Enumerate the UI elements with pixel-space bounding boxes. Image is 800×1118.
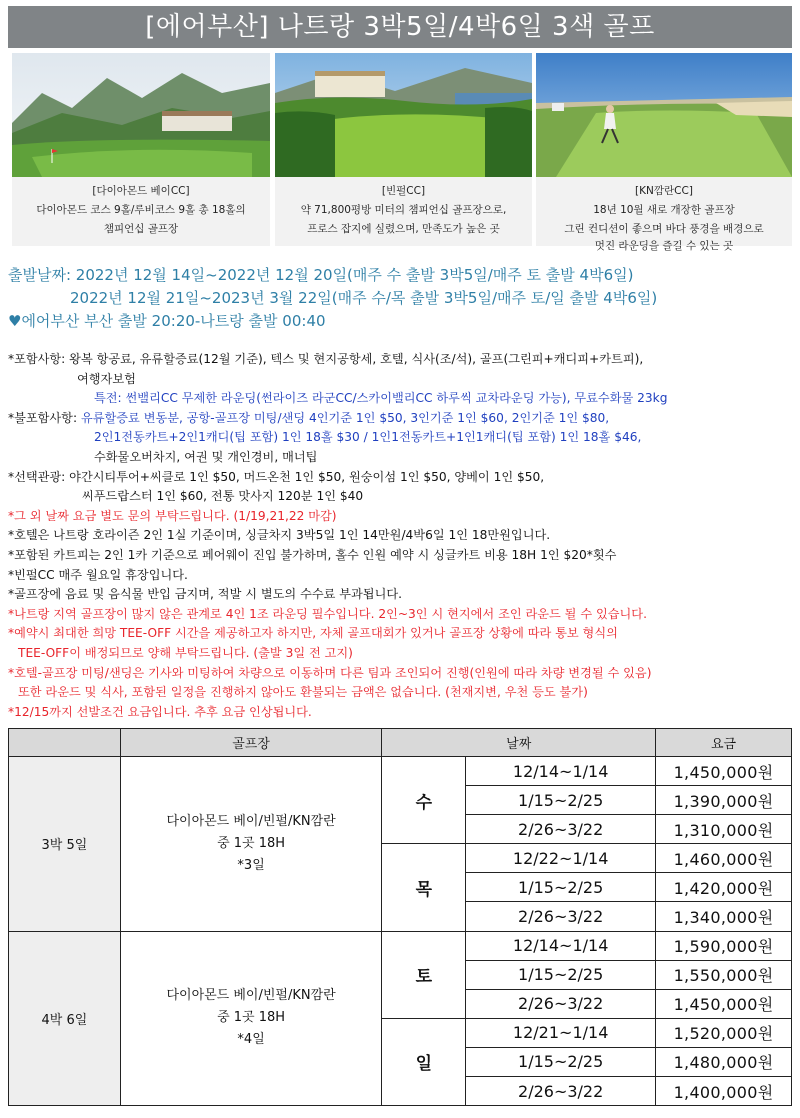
other-dates-note: *그 외 날짜 요금 별도 문의 부탁드립니다. (1/19,21,22 마감) — [8, 508, 337, 523]
table-row — [9, 757, 792, 786]
include-line-2: 여행자보험 — [77, 371, 136, 386]
date-cell: 12/21~1/14 — [466, 1018, 656, 1047]
date-cell: 2/26~3/22 — [466, 815, 656, 844]
teeoff-note-2: TEE-OFF이 배정되므로 양해 부탁드립니다. (출발 3일 전 고지) — [18, 645, 353, 660]
date-cell: 12/14~1/14 — [466, 931, 656, 960]
option-line-2: 씨푸드랍스터 1인 $60, 전통 맛사지 120분 1인 $40 — [82, 489, 364, 504]
date-cell: 2/26~3/22 — [466, 989, 656, 1018]
date-cell: 1/15~2/25 — [466, 960, 656, 989]
departure-line-2: 2022년 12월 21일~2023년 3월 22일(매주 수/목 출발 3박5일/매주 토/일 출발 4박6일) — [70, 289, 658, 307]
meeting-note-1: *호텔-골프장 미팅/샌딩은 기사와 미팅하여 차량으로 이동하며 다른 팀과 조인되어 진행(인원에 따라 차량 변경될 수 있음) — [8, 665, 652, 680]
price-cell: 1,480,000원 — [656, 1047, 792, 1076]
day-cell: 일 — [382, 1018, 466, 1105]
header-date: 날짜 — [382, 729, 656, 757]
course-desc: 그린 컨디션이 좋으며 바다 풍경을 배경으로 — [564, 223, 764, 235]
header-price: 요금 — [656, 729, 792, 757]
course-cell — [120, 757, 382, 932]
course-cell — [120, 931, 382, 1106]
date-cell: 12/14~1/14 — [466, 757, 656, 786]
date-cell: 12/22~1/14 — [466, 844, 656, 873]
table-header-row — [9, 729, 792, 757]
price-cell: 1,450,000원 — [656, 989, 792, 1018]
exclude-line-2: 2인1전동카트+2인1캐디(팁 포함) 1인 18홀 $30 / 1인1전동카트+1인1캐디(팁 포함) 1인 18홀 $46, — [94, 430, 642, 445]
flight-info: ♥에어부산 부산 출발 20:20-나트랑 출발 00:40 — [8, 312, 326, 330]
price-cell: 1,400,000원 — [656, 1077, 792, 1106]
departure-line-1: 출발날짜: 2022년 12월 14일~2022년 12월 20일(매주 수 출발 3박5일/매주 토 출발 4박6일) — [8, 266, 634, 284]
hotel-note: *호텔은 나트랑 호라이즌 2인 1실 기준이며, 싱글차지 3박5일 1인 14만원/4박6일 1인 18만원입니다. — [8, 528, 551, 543]
exclude-line-1 — [8, 409, 798, 429]
group-note: *나트랑 지역 골프장이 많지 않은 관계로 4인 1조 라운딩 필수입니다. 2인~3인 시 현지에서 조인 라운드 될 수 있습니다. — [8, 606, 647, 621]
course-line: 중 1곳 18H — [217, 1010, 286, 1026]
price-cell: 1,390,000원 — [656, 786, 792, 815]
include-line-1: *포함사항: 왕복 항공료, 유류할증료(12월 기준), 텍스 및 현지공항세, 호텔, 식사(조/석), 골프(그린피+캐디피+카트피), — [8, 352, 644, 366]
kn-camranh-caption — [536, 177, 792, 252]
vinpearl-caption — [275, 177, 532, 246]
period-cell: 3박 5일 — [9, 757, 121, 932]
vinpearl-note: *빈펄CC 매주 월요일 휴장입니다. — [8, 567, 188, 582]
early-booking-note: *12/15까지 선발조건 요금입니다. 추후 요금 인상됩니다. — [8, 704, 312, 719]
date-cell: 1/15~2/25 — [466, 873, 656, 902]
day-cell: 목 — [382, 844, 466, 931]
notes-section — [8, 350, 798, 722]
course-line: 중 1곳 18H — [217, 835, 286, 851]
option-line-1: *선택관광: 야간시티투어+씨클로 1인 $50, 머드온천 1인 $50, 원숭이섬 1인 $50, 양베이 1인 $50, — [8, 469, 545, 484]
price-cell: 1,550,000원 — [656, 960, 792, 989]
price-table — [8, 728, 792, 1106]
price-cell: 1,460,000원 — [656, 844, 792, 873]
date-cell: 1/15~2/25 — [466, 1047, 656, 1076]
cart-note: *포함된 카트피는 2인 1카 기준으로 페어웨이 진입 불가하며, 홀수 인원 예약 시 싱글카트 비용 18H 1인 $20*횟수 — [8, 547, 617, 562]
header-course: 골프장 — [120, 729, 382, 757]
course-line: *3일 — [237, 857, 265, 873]
kn-camranh-photo — [536, 53, 792, 177]
course-desc: 18년 10월 새로 개장한 골프장 — [593, 204, 735, 216]
course-desc: 약 71,800평방 미터의 챔피언십 골프장으로, — [300, 204, 507, 216]
special-benefit: 특전: 썬밸리CC 무제한 라운딩(썬라이즈 라군CC/스카이밸리CC 하루씩 교차라운딩 가능), 무료수화물 23kg — [94, 391, 668, 406]
exclude-line-3: 수화물오버차지, 여권 및 개인경비, 매너팁 — [94, 449, 318, 464]
course-desc: 프로스 잡지에 실렸으며, 만족도가 높은 곳 — [307, 223, 500, 235]
course-desc: 챔피언십 골프장 — [103, 223, 179, 235]
price-cell: 1,590,000원 — [656, 931, 792, 960]
date-cell: 2/26~3/22 — [466, 1077, 656, 1106]
course-line: 다이아몬드 베이/빈펄/KN깜란 — [166, 813, 336, 829]
table-row — [9, 931, 792, 960]
period-cell: 4박 6일 — [9, 931, 121, 1106]
vinpearl-photo — [275, 53, 532, 177]
exclude-label: *불포함사항: — [8, 410, 81, 425]
price-cell: 1,450,000원 — [656, 757, 792, 786]
meeting-note-2: 또한 라운드 및 식사, 포함된 일정을 진행하지 않아도 환불되는 금액은 없습니다. (천재지변, 우천 등도 불가) — [18, 685, 588, 700]
price-cell: 1,520,000원 — [656, 1018, 792, 1047]
course-line: *4일 — [237, 1032, 265, 1048]
diamond-bay-caption — [12, 177, 270, 246]
day-cell: 토 — [382, 931, 466, 1018]
course-desc: 다이아몬드 코스 9홀/루비코스 9홀 총 18홀의 — [36, 204, 246, 216]
course-name: [KN깜란CC] — [635, 185, 693, 197]
course-desc: 멋진 라운딩을 즐길 수 있는 곳 — [594, 240, 734, 252]
page-title: [에어부산] 나트랑 3박5일/4박6일 3색 골프 — [8, 6, 792, 48]
price-cell: 1,340,000원 — [656, 902, 792, 931]
departure-info — [8, 264, 657, 333]
course-name: [다이아몬드 베이CC] — [92, 185, 190, 197]
date-cell: 2/26~3/22 — [466, 902, 656, 931]
header-period — [9, 729, 121, 757]
date-cell: 1/15~2/25 — [466, 786, 656, 815]
price-cell: 1,420,000원 — [656, 873, 792, 902]
teeoff-note-1: *예약시 최대한 희망 TEE-OFF 시간을 제공하고자 하지만, 자체 골프대회가 있거나 골프장 상황에 따라 통보 형식의 — [8, 626, 618, 641]
price-cell: 1,310,000원 — [656, 815, 792, 844]
course-line: 다이아몬드 베이/빈펄/KN깜란 — [166, 988, 336, 1004]
food-note: *골프장에 음료 및 음식물 반입 금지며, 적발 시 별도의 수수료 부과됩니다. — [8, 587, 403, 602]
day-cell: 수 — [382, 757, 466, 844]
diamond-bay-photo — [12, 53, 270, 177]
exclude-text: 유류할증료 변동분, 공항-골프장 미팅/샌딩 4인기준 1인 $50, 3인기준 1인 $60, 2인기준 1인 $80, — [80, 410, 610, 425]
course-name: [빈펄CC] — [381, 185, 426, 197]
